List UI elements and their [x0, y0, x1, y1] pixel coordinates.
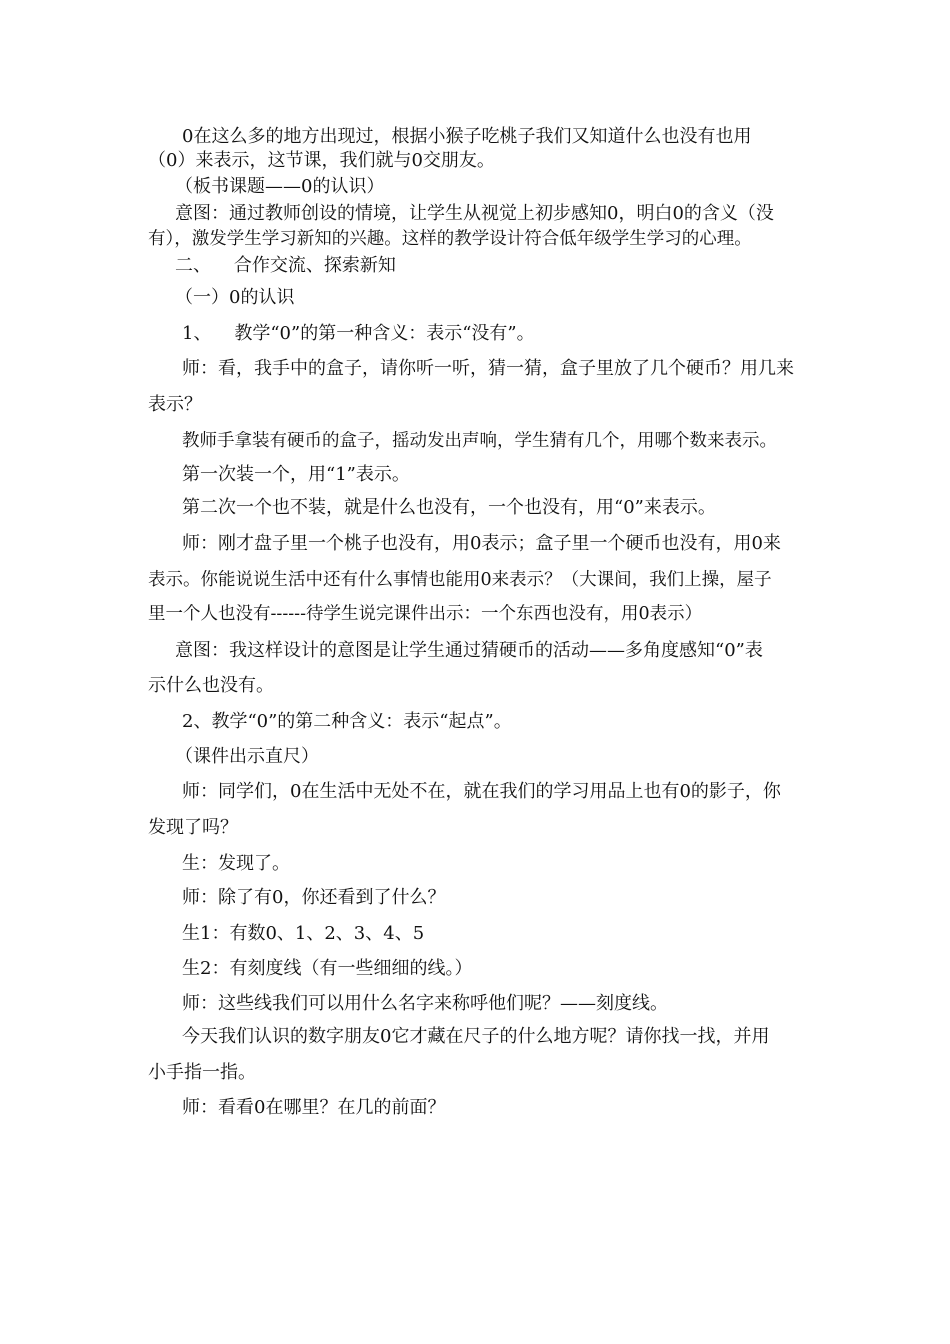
paragraph-line: 表示？	[148, 394, 202, 415]
subsection-heading: （一）0的认识	[175, 287, 295, 308]
intent-line: 示什么也没有。	[148, 675, 274, 696]
paragraph-line: 师：看看0在哪里？在几的前面？	[182, 1097, 446, 1118]
paragraph-line: 生：发现了。	[182, 853, 290, 874]
paragraph-line: 表示。你能说说生活中还有什么事情也能用0来表示？（大课间，我们上操，屋子	[148, 570, 772, 590]
paragraph-line: 发现了吗？	[148, 817, 238, 838]
paragraph-line: 生2：有刻度线（有一些细细的线。）	[182, 958, 473, 979]
paragraph-line: （课件出示直尺）	[175, 746, 319, 767]
paragraph-line: （0）来表示，这节课，我们就与0交朋友。	[148, 150, 495, 171]
paragraph-line: 师：刚才盘子里一个桃子也没有，用0表示；盒子里一个硬币也没有，用0来	[182, 533, 781, 554]
paragraph-line: 第二次一个也不装，就是什么也没有，一个也没有，用“0”来表示。	[182, 497, 716, 518]
topic-heading: 2、教学“0”的第二种含义：表示“起点”。	[182, 711, 512, 732]
paragraph-line: 师：除了有0，你还看到了什么？	[182, 887, 446, 908]
section-heading: 二、 合作交流、探索新知	[175, 255, 396, 276]
intent-line: 有），激发学生学习新知的兴趣。这样的教学设计符合低年级学生学习的心理。	[148, 229, 752, 249]
paragraph-line: 小手指一指。	[148, 1062, 256, 1083]
paragraph-line: 第一次装一个，用“1”表示。	[182, 464, 410, 485]
intent-line: 意图：通过教师创设的情境，让学生从视觉上初步感知0，明白0的含义（没	[175, 203, 774, 224]
intent-line: 意图：我这样设计的意图是让学生通过猜硬币的活动——多角度感知“0”表	[175, 640, 763, 661]
paragraph-line: 师：同学们，0在生活中无处不在，就在我们的学习用品上也有0的影子，你	[182, 781, 781, 802]
paragraph-line: 今天我们认识的数字朋友0它才藏在尺子的什么地方呢？请你找一找，并用	[182, 1026, 770, 1047]
topic-heading: 1、 教学“0”的第一种含义：表示“没有”。	[182, 323, 535, 344]
paragraph-line: 里一个人也没有------待学生说完课件出示：一个东西也没有，用0表示）	[148, 604, 703, 624]
board-title-line: （板书课题——0的认识）	[175, 176, 385, 197]
paragraph-line: 0在这么多的地方出现过，根据小猴子吃桃子我们又知道什么也没有也用	[182, 126, 752, 147]
paragraph-line: 教师手拿装有硬币的盒子，摇动发出声响，学生猜有几个，用哪个数来表示。	[182, 431, 777, 451]
paragraph-line: 师：看，我手中的盒子，请你听一听，猜一猜，盒子里放了几个硬币？用几来	[182, 358, 794, 379]
paragraph-line: 生1：有数0、1、2、3、4、5	[182, 923, 425, 944]
paragraph-line: 师：这些线我们可以用什么名字来称呼他们呢？——刻度线。	[182, 993, 668, 1014]
